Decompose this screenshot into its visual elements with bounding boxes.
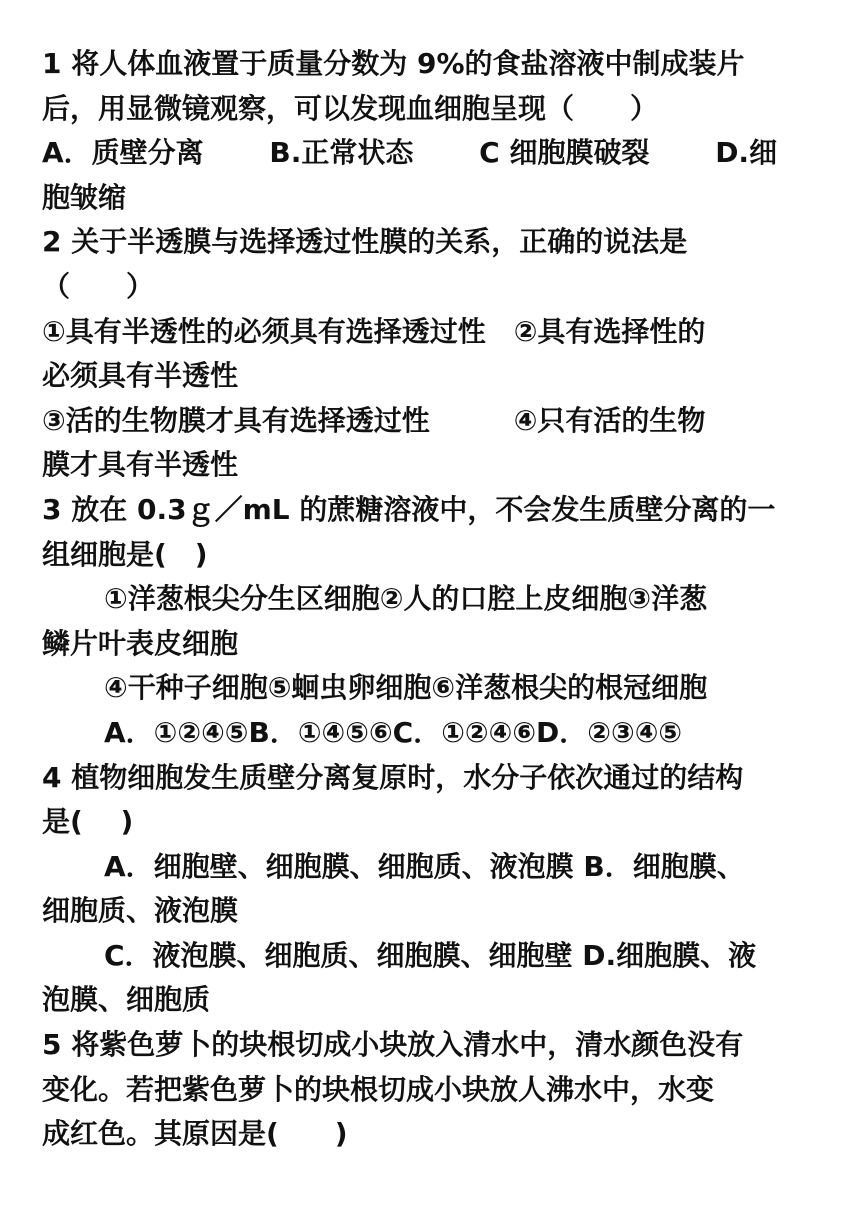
q2-statement-3: ③活的生物膜才具有选择透过性 ④只有活的生物	[42, 403, 706, 437]
q2-statement-1: ①具有半透性的必须具有选择透过性 ②具有选择性的	[42, 314, 706, 348]
q1-options-line-1: A．质壁分离 B.正常状态 C 细胞膜破裂 D.细	[42, 136, 778, 170]
q4-line-1: 4 植物细胞发生质壁分离复原时，水分子依次通过的结构	[42, 760, 744, 794]
q5-line-1: 5 将紫色萝卜的块根切成小块放入清水中，清水颜色没有	[42, 1028, 744, 1062]
q4-line-2: 是( )	[42, 805, 134, 839]
q1-line-2: 后，用显微镜观察，可以发现血细胞呈现（ ）	[42, 91, 659, 125]
q2-line-2: （ ）	[42, 269, 155, 303]
q4-options-line-1: A．细胞壁、细胞膜、细胞质、液泡膜 B．细胞膜、	[104, 849, 745, 883]
q3-item-line-3: ④干种子细胞⑤蛔虫卵细胞⑥洋葱根尖的根冠细胞	[104, 671, 708, 705]
q3-item-line-2: 鳞片叶表皮细胞	[42, 626, 239, 660]
q3-line-1: 3 放在 0.3ｇ／mL 的蔗糖溶液中，不会发生质壁分离的一	[42, 492, 776, 526]
q2-line-1: 2 关于半透膜与选择透过性膜的关系，正确的说法是	[42, 225, 688, 259]
q3-options: A．①②④⑤B．①④⑤⑥C．①②④⑥D．②③④⑤	[104, 715, 683, 749]
q4-options-line-4: 泡膜、细胞质	[42, 983, 211, 1017]
q3-item-line-1: ①洋葱根尖分生区细胞②人的口腔上皮细胞③洋葱	[104, 582, 708, 616]
q1-line-1: 1 将人体血液置于质量分数为 9%的食盐溶液中制成装片	[42, 47, 745, 80]
q4-options-line-3: C．液泡膜、细胞质、细胞膜、细胞壁 D.细胞膜、液	[104, 938, 757, 972]
q2-statement-2: 必须具有半透性	[42, 359, 239, 393]
q5-line-3: 成红色。其原因是( )	[42, 1117, 348, 1151]
q2-statement-4: 膜才具有半透性	[42, 448, 239, 482]
q3-line-2: 组细胞是( )	[42, 537, 208, 571]
q4-options-line-2: 细胞质、液泡膜	[42, 894, 239, 928]
q1-options-line-2: 胞皱缩	[42, 180, 127, 214]
q5-line-2: 变化。若把紫色萝卜的块根切成小块放人沸水中，水变	[42, 1072, 715, 1106]
